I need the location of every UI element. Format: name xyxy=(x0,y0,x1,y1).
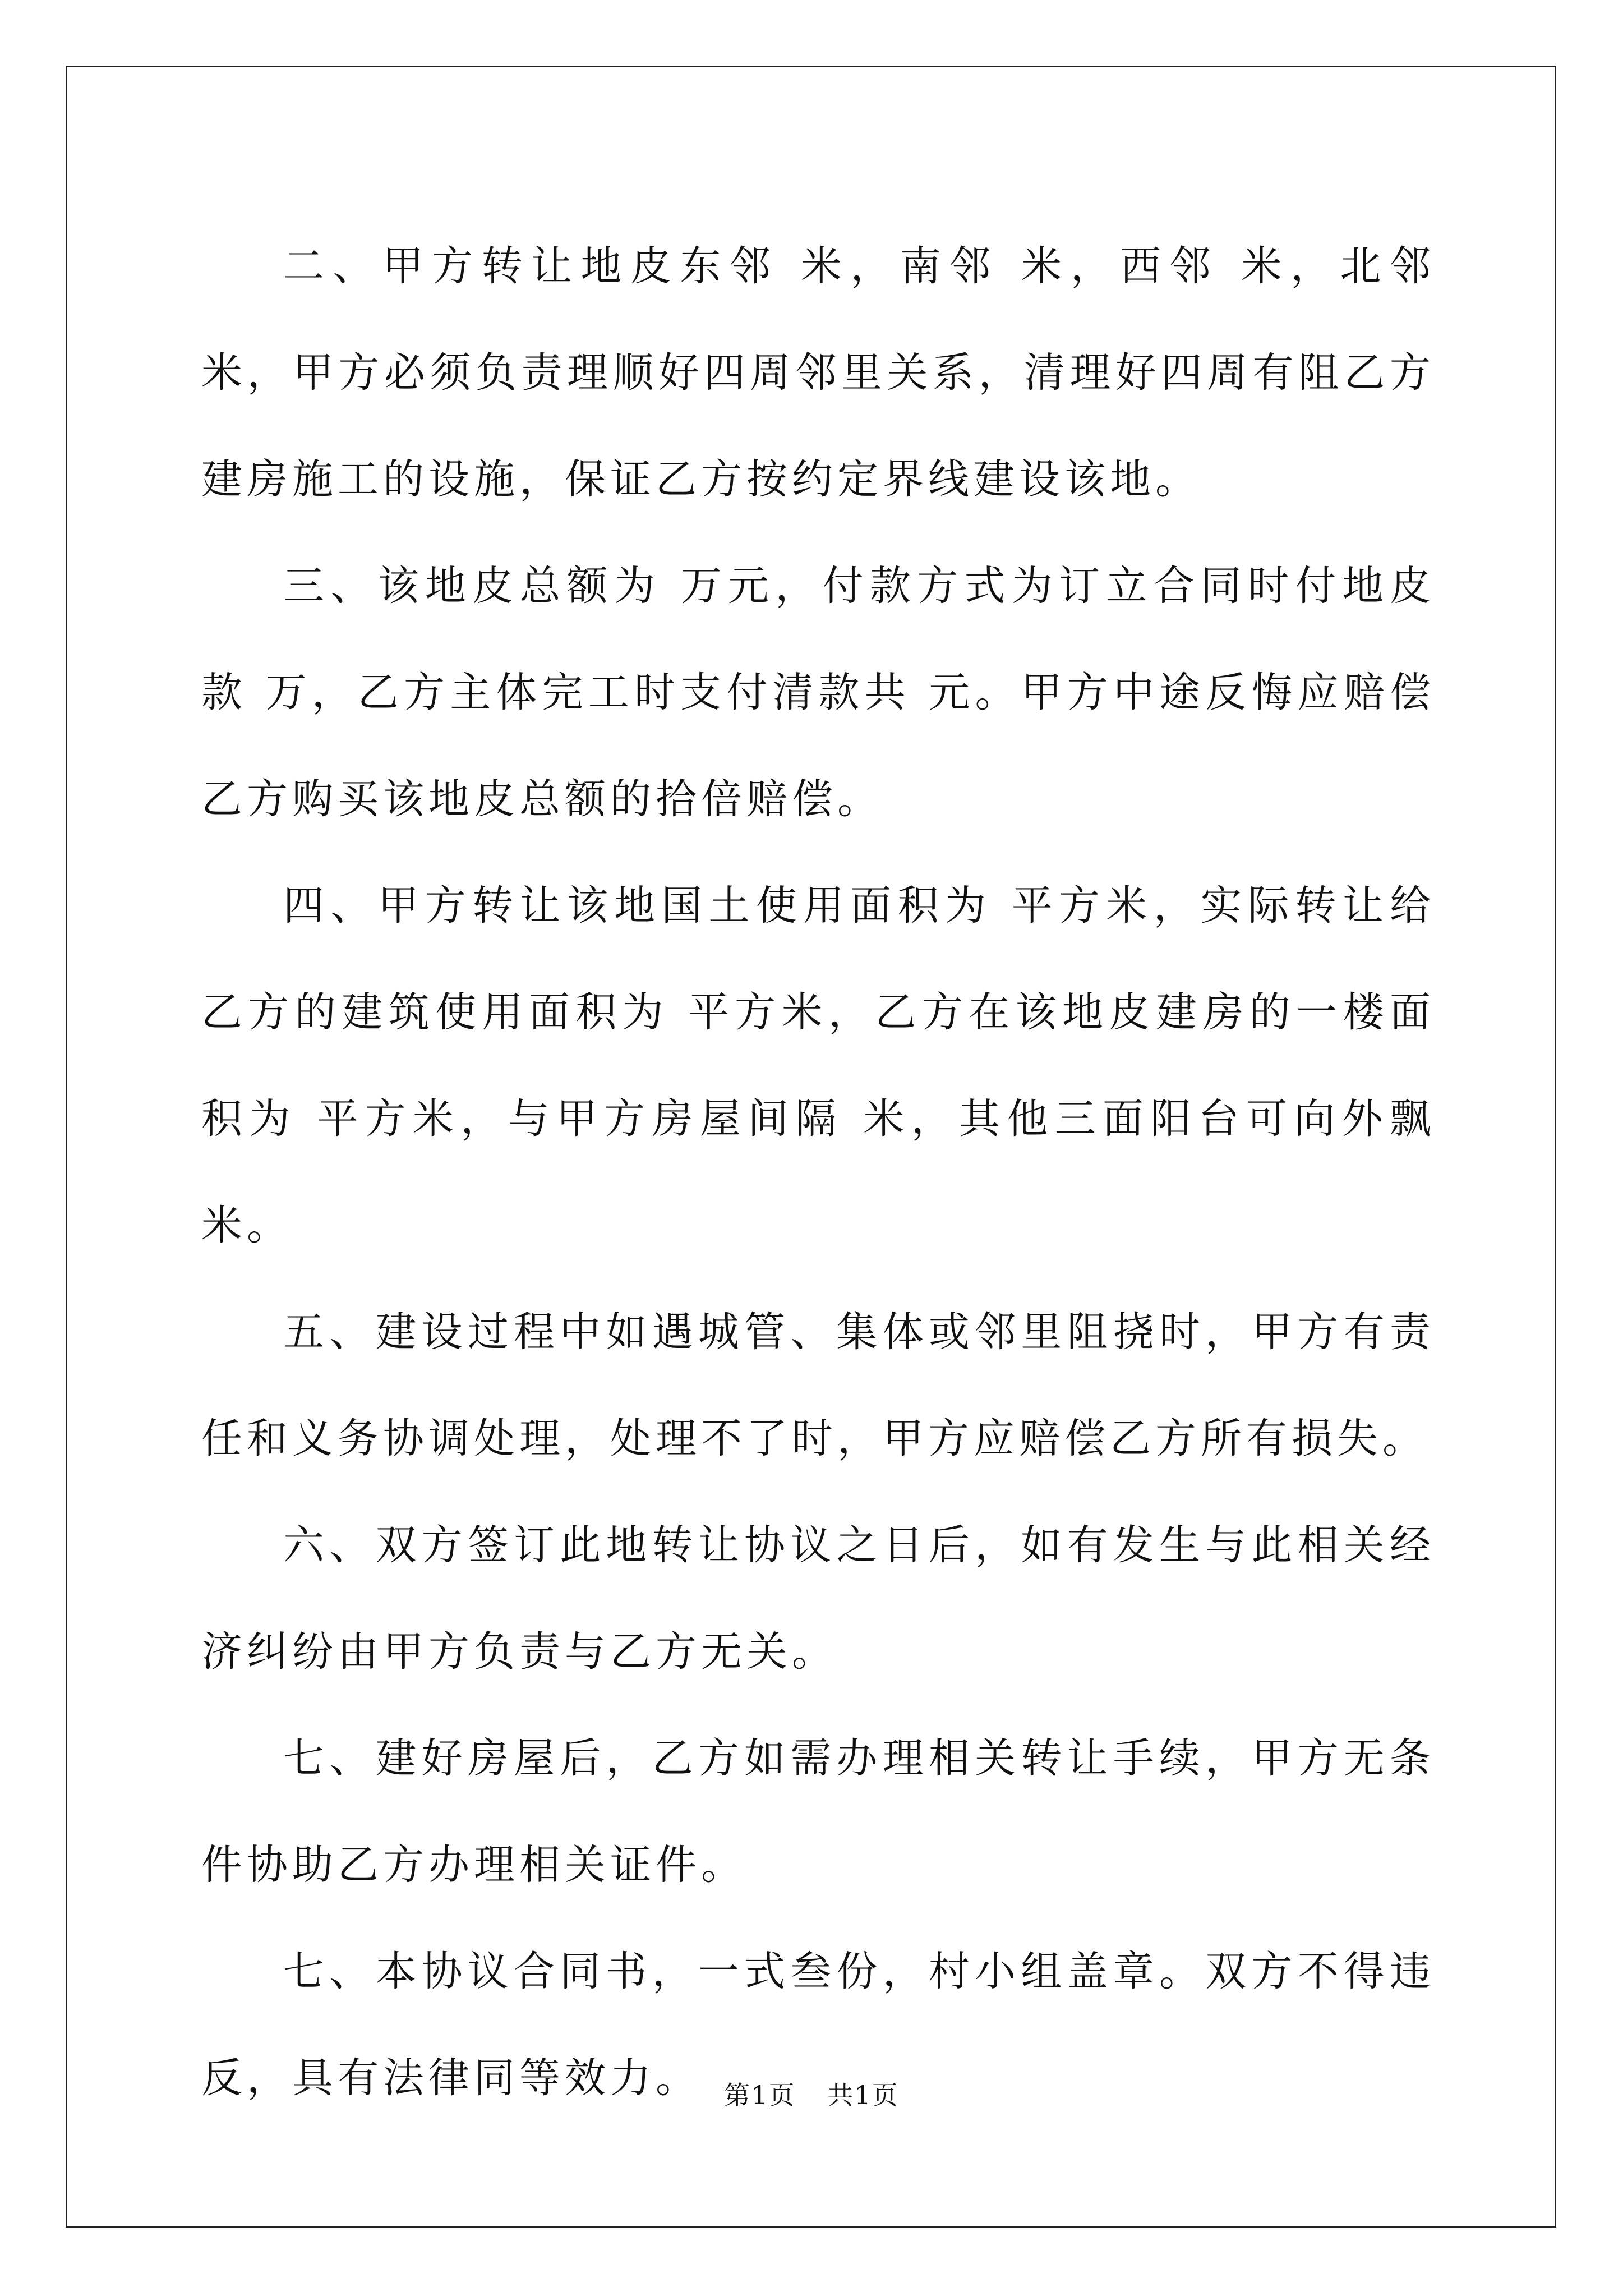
clause-paragraph: 七、本协议合同书，一式叁份，村小组盖章。双方不得违反，具有法律同等效力。 xyxy=(201,1948,1435,2102)
clause-paragraph: 三、该地皮总额为 万元，付款方式为订立合同时付地皮款 万，乙方主体完工时支付清款共 元。甲方中途反悔应赔偿乙方购买该地皮总额的拾倍赔偿。 xyxy=(201,562,1435,823)
document-body xyxy=(201,213,1435,2132)
clause-paragraph: 二、甲方转让地皮东邻 米，南邻 米，西邻 米，北邻 米，甲方必须负责理顺好四周邻里关系，清理好四周有阻乙方建房施工的设施，保证乙方按约定界线建设该地。 xyxy=(201,242,1435,503)
clause-paragraph: 四、甲方转让该地国土使用面积为 平方米，实际转让给乙方的建筑使用面积为 平方米，乙方在该地皮建房的一楼面积为 平方米，与甲方房屋间隔 米，其他三面阳台可向外飘 米。 xyxy=(201,882,1435,1249)
clause-paragraph: 七、建好房屋后，乙方如需办理相关转让手续，甲方无条件协助乙方办理相关证件。 xyxy=(201,1734,1435,1889)
page-number: 第1页 xyxy=(724,2080,796,2110)
page-count: 共1页 xyxy=(827,2080,899,2110)
page-footer xyxy=(0,2078,1623,2112)
clause-paragraph: 六、双方签订此地转让协议之日后，如有发生与此相关经济纠纷由甲方负责与乙方无关。 xyxy=(201,1521,1435,1676)
clause-paragraph: 五、建设过程中如遇城管、集体或邻里阻挠时，甲方有责任和义务协调处理，处理不了时，甲方应赔偿乙方所有损失。 xyxy=(201,1308,1435,1462)
